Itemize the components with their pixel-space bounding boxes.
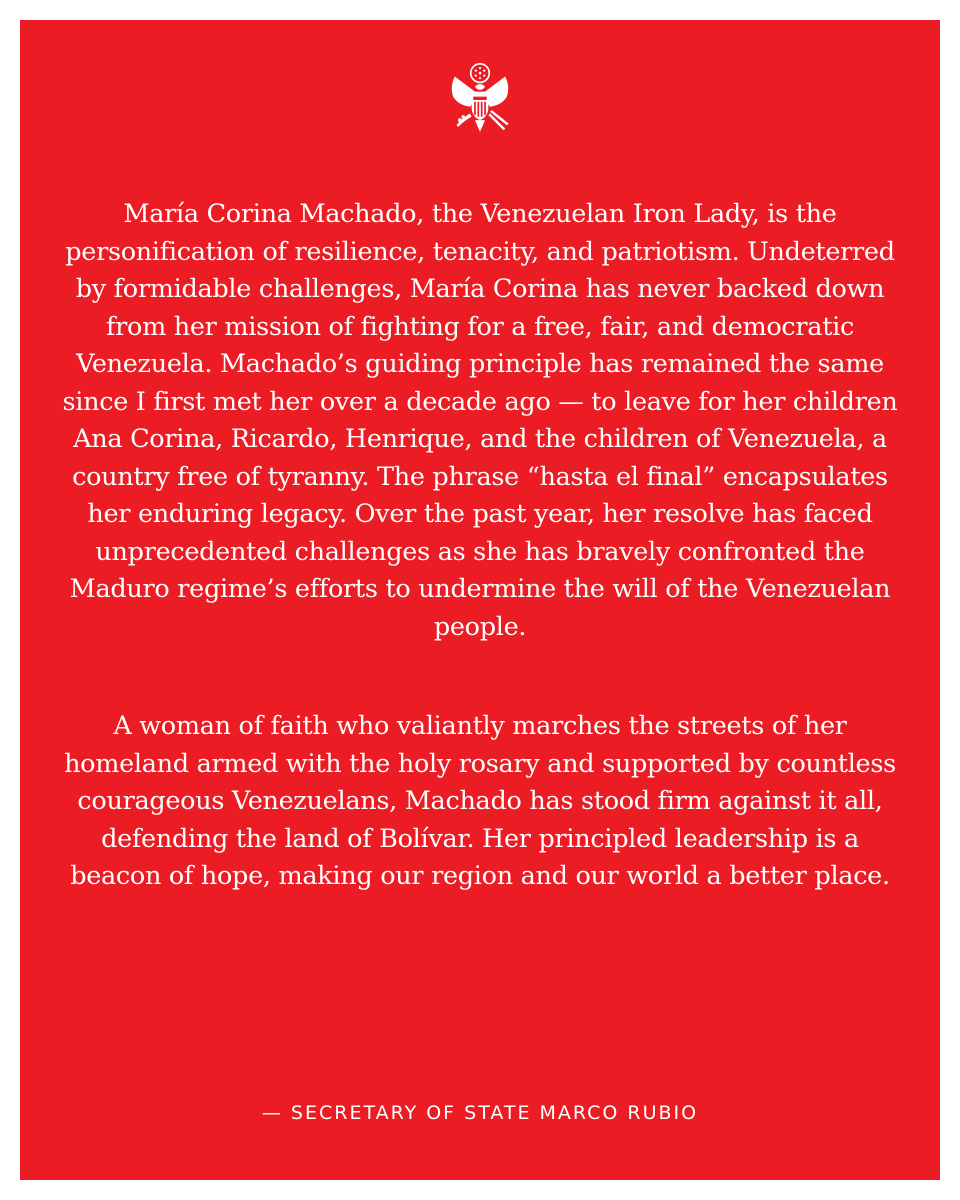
statement-paragraph: A woman of faith who valiantly marches the streets of her homeland armed with the holy rosary and supported by countless courageous Venezuelans, Machado has stood firm against it all, defending the land of Bolívar. Her principled leadership is a beacon of hope, making our region and our world a better place.: [64, 711, 896, 891]
statement-body: [60, 196, 900, 896]
statement-card: [20, 20, 940, 1180]
statement-paragraph: María Corina Machado, the Venezuelan Iron Lady, is the personification of resilience, tenacity, and patriotism. Undeterred by formidable challenges, María Corina has never backed down from her mission of fighting for a free, fair, and democratic Venezuela. Machado’s guiding principle has remained the same since I first met her over a decade ago — to leave for her children Ana Corina, Ricardo, Henrique, and the children of Venezuela, a country free of tyranny. The phrase “hasta el final” encapsulates her enduring legacy. Over the past year, her resolve has faced unprecedented challenges as she has bravely confronted the Maduro regime’s efforts to undermine the will of the Venezuelan people.: [62, 199, 898, 642]
us-department-of-state-seal-icon: [438, 58, 522, 142]
attribution: — SECRETARY OF STATE MARCO RUBIO: [261, 1102, 699, 1124]
